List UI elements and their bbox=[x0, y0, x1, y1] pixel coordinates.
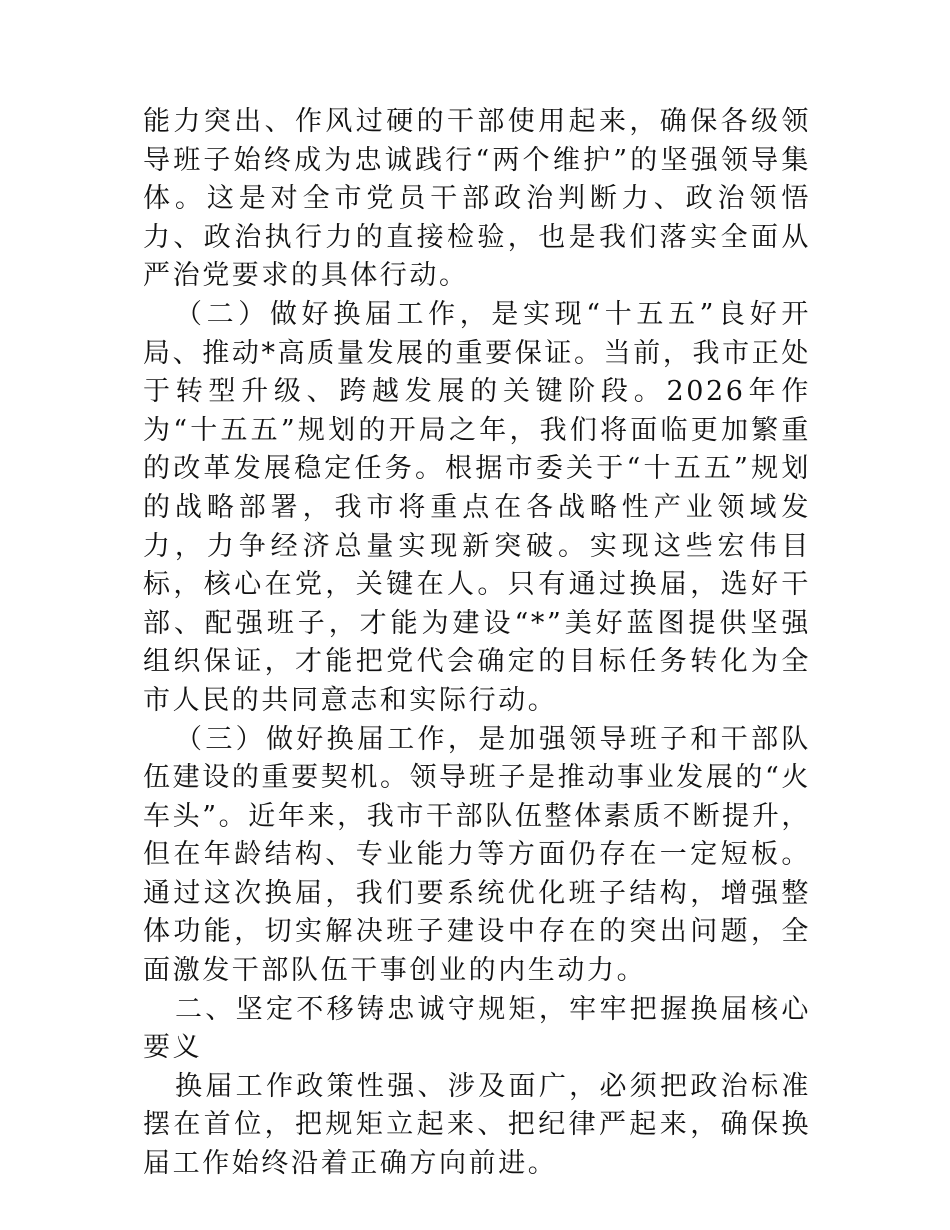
paragraph-heading-two-intro: 换届工作政策性强、涉及面广，必须把政治标准摆在首位，把规矩立起来、把纪律严起来，确保换届工作始终沿着正确方向前进。 bbox=[143, 1070, 811, 1180]
paragraph-continued: 能力突出、作风过硬的干部使用起来，确保各级领导班子始终成为忠诚践行“两个维护”的坚强领导集体。这是对全市党员干部政治判断力、政治领悟力、政治执行力的直接检验，也是我们落实全面从严治党要求的具体行动。 bbox=[143, 106, 811, 292]
section-heading-two: 二、坚定不移铸忠诚守规矩，牢牢把握换届核心要义 bbox=[143, 993, 811, 1064]
paragraph-section-two: （二）做好换届工作，是实现“十五五”良好开局、推动*高质量发展的重要保证。当前，我市正处于转型升级、跨越发展的关键阶段。2026年作为“十五五”规划的开局之年，我们将面临更加繁重的改革发展稳定任务。根据市委关于“十五五”规划的战略部署，我市将重点在各战略性产业领域发力，力争经济总量实现新突破。实现这些宏伟目标，核心在党，关键在人。只有通过换届，选好干部、配强班子，才能为建设“*”美好蓝图提供坚强组织保证，才能把党代会确定的目标任务转化为全市人民的共同意志和实际行动。 bbox=[143, 298, 811, 716]
document-body bbox=[143, 103, 811, 1184]
paragraph-section-three: （三）做好换届工作，是加强领导班子和干部队伍建设的重要契机。领导班子是推动事业发展的“火车头”。近年来，我市干部队伍整体素质不断提升，但在年龄结构、专业能力等方面仍存在一定短板。通过这次换届，我们要系统优化班子结构，增强整体功能，切实解决班子建设中存在的突出问题，全面激发干部队伍干事创业的内生动力。 bbox=[143, 723, 811, 987]
